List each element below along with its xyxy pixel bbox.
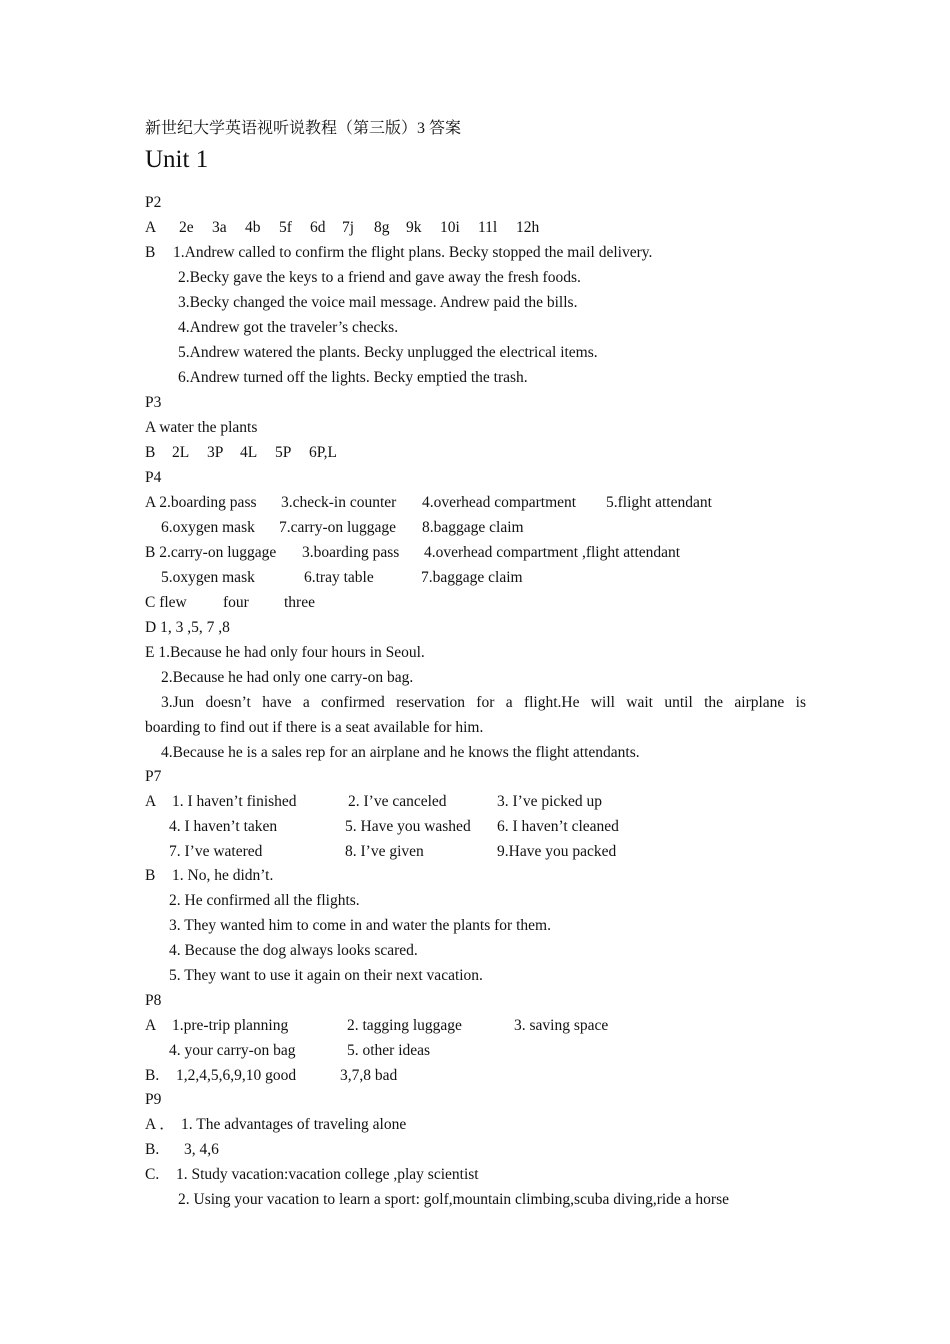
p2-a-answer: 12h — [516, 219, 540, 236]
p7-b-line: 2. He confirmed all the flights. — [169, 892, 360, 909]
p2-a-answer: 3a — [212, 219, 227, 236]
p9-c-line: 2. Using your vacation to learn a sport: golf,mountain climbing,scuba diving,ride a horse — [178, 1191, 729, 1208]
p2-b-line: 2.Becky gave the keys to a friend and gave away the fresh foods. — [178, 269, 581, 286]
section-label-p9: P9 — [145, 1091, 162, 1108]
p7-b-line: 4. Because the dog always looks scared. — [169, 942, 418, 959]
p9-a-text: 1. The advantages of traveling alone — [181, 1116, 407, 1133]
p4-c-item: four — [223, 594, 249, 611]
p2-a-answer: 9k — [406, 219, 422, 236]
p4-b-item: 7.baggage claim — [421, 569, 523, 586]
p8-b-item: 1,2,4,5,6,9,10 good — [176, 1067, 297, 1084]
p4-a-item: 5.flight attendant — [606, 494, 712, 511]
p4-c-item: three — [284, 594, 315, 611]
p7-a-item: 5. Have you washed — [345, 818, 471, 835]
p4-a-item: A 2.boarding pass — [145, 494, 257, 511]
p3-b-answer: 6P,L — [309, 444, 337, 461]
p2-b-line: 4.Andrew got the traveler’s checks. — [178, 319, 399, 336]
p8-a-item: 1.pre-trip planning — [172, 1017, 289, 1034]
p4-b-item: 4.overhead compartment ,flight attendant — [424, 544, 681, 561]
p7-a-item: 7. I’ve watered — [169, 843, 263, 860]
p2-a-key: A — [145, 219, 157, 236]
p3-b-answer: 3P — [207, 444, 224, 461]
p7-a-key: A — [145, 793, 157, 810]
p4-a-item: 3.check-in counter — [281, 494, 397, 511]
p2-b-line: 3.Becky changed the voice mail message. Andrew paid the bills. — [178, 294, 578, 311]
p7-a-item: 1. I haven’t finished — [172, 793, 297, 810]
p2-a-answer: 6d — [310, 219, 326, 236]
p9-b-key: B. — [145, 1141, 160, 1158]
p9-b-text: 3, 4,6 — [184, 1141, 219, 1158]
p9-c-key: C. — [145, 1166, 160, 1183]
p4-b-item: 6.tray table — [304, 569, 374, 586]
section-label-p3: P3 — [145, 394, 162, 411]
p2-b-line: 1.Andrew called to confirm the flight plans. Becky stopped the mail delivery. — [173, 244, 653, 261]
p2-b-key: B — [145, 244, 156, 261]
section-label-p8: P8 — [145, 992, 162, 1009]
p7-b-line: 1. No, he didn’t. — [172, 867, 274, 884]
p4-b-item: 3.boarding pass — [302, 544, 400, 561]
p4-b-item: B 2.carry-on luggage — [145, 544, 277, 561]
p4-d-line: D 1, 3 ,5, 7 ,8 — [145, 619, 230, 636]
p2-a-answer: 7j — [342, 219, 355, 236]
p7-a-item: 3. I’ve picked up — [497, 793, 603, 810]
section-label-p2: P2 — [145, 194, 162, 211]
unit-heading: Unit 1 — [145, 146, 209, 173]
p3-a-line: A water the plants — [145, 419, 258, 436]
p7-a-item: 2. I’ve canceled — [348, 793, 447, 810]
p7-a-item: 4. I haven’t taken — [169, 818, 278, 835]
p8-a-item: 3. saving space — [514, 1017, 609, 1034]
p2-a-answer: 5f — [279, 219, 292, 236]
p3-b-answer: 2L — [172, 444, 190, 461]
p4-e-line: 4.Because he is a sales rep for an airplane and he knows the flight attendants. — [161, 744, 640, 761]
p2-a-answer: 10i — [440, 219, 460, 236]
p7-a-item: 6. I haven’t cleaned — [497, 818, 619, 835]
p4-a-item: 7.carry-on luggage — [279, 519, 397, 536]
p4-a-item: 6.oxygen mask — [161, 519, 255, 536]
p4-b-item: 5.oxygen mask — [161, 569, 255, 586]
section-label-p4: P4 — [145, 469, 162, 486]
p4-e-line: boarding to find out if there is a seat available for him. — [145, 719, 484, 736]
p8-a-item: 4. your carry-on bag — [169, 1042, 296, 1059]
p3-b-answer: 4L — [240, 444, 258, 461]
p7-a-item: 9.Have you packed — [497, 843, 617, 860]
p8-a-item: 2. tagging luggage — [347, 1017, 462, 1034]
p3-b-answer: 5P — [275, 444, 292, 461]
p4-e-line: 2.Because he had only one carry-on bag. — [161, 669, 414, 686]
p8-a-item: 5. other ideas — [347, 1042, 431, 1059]
p7-b-line: 5. They want to use it again on their next vacation. — [169, 967, 483, 984]
p8-b-item: 3,7,8 bad — [340, 1067, 398, 1084]
p2-b-line: 5.Andrew watered the plants. Becky unplugged the electrical items. — [178, 344, 598, 361]
p4-a-item: 8.baggage claim — [422, 519, 524, 536]
p8-b-key: B. — [145, 1067, 160, 1084]
p4-a-item: 4.overhead compartment — [422, 494, 577, 511]
p2-b-line: 6.Andrew turned off the lights. Becky emptied the trash. — [178, 369, 528, 386]
p3-b-key: B — [145, 444, 156, 461]
p9-c-line: 1. Study vacation:vacation college ,play scientist — [176, 1166, 479, 1183]
p2-a-answer: 2e — [179, 219, 194, 236]
section-label-p7: P7 — [145, 768, 162, 785]
p7-b-key: B — [145, 867, 156, 884]
p9-a-key: A ． — [145, 1116, 175, 1133]
p4-e-line: E 1.Because he had only four hours in Seoul. — [145, 644, 425, 661]
p4-e-line: 3.Jun doesn’t have a confirmed reservation for a flight.He will wait until the airplane is — [161, 694, 806, 711]
p4-c-item: C flew — [145, 594, 187, 611]
p2-a-answer: 4b — [245, 219, 261, 236]
p7-b-line: 3. They wanted him to come in and water the plants for them. — [169, 917, 551, 934]
p2-a-answer: 11l — [478, 219, 498, 236]
document-title: 新世纪大学英语视听说教程（第三版）3 答案 — [145, 120, 462, 137]
p7-a-item: 8. I’ve given — [345, 843, 424, 860]
p2-a-answer: 8g — [374, 219, 390, 236]
p8-a-key: A — [145, 1017, 157, 1034]
